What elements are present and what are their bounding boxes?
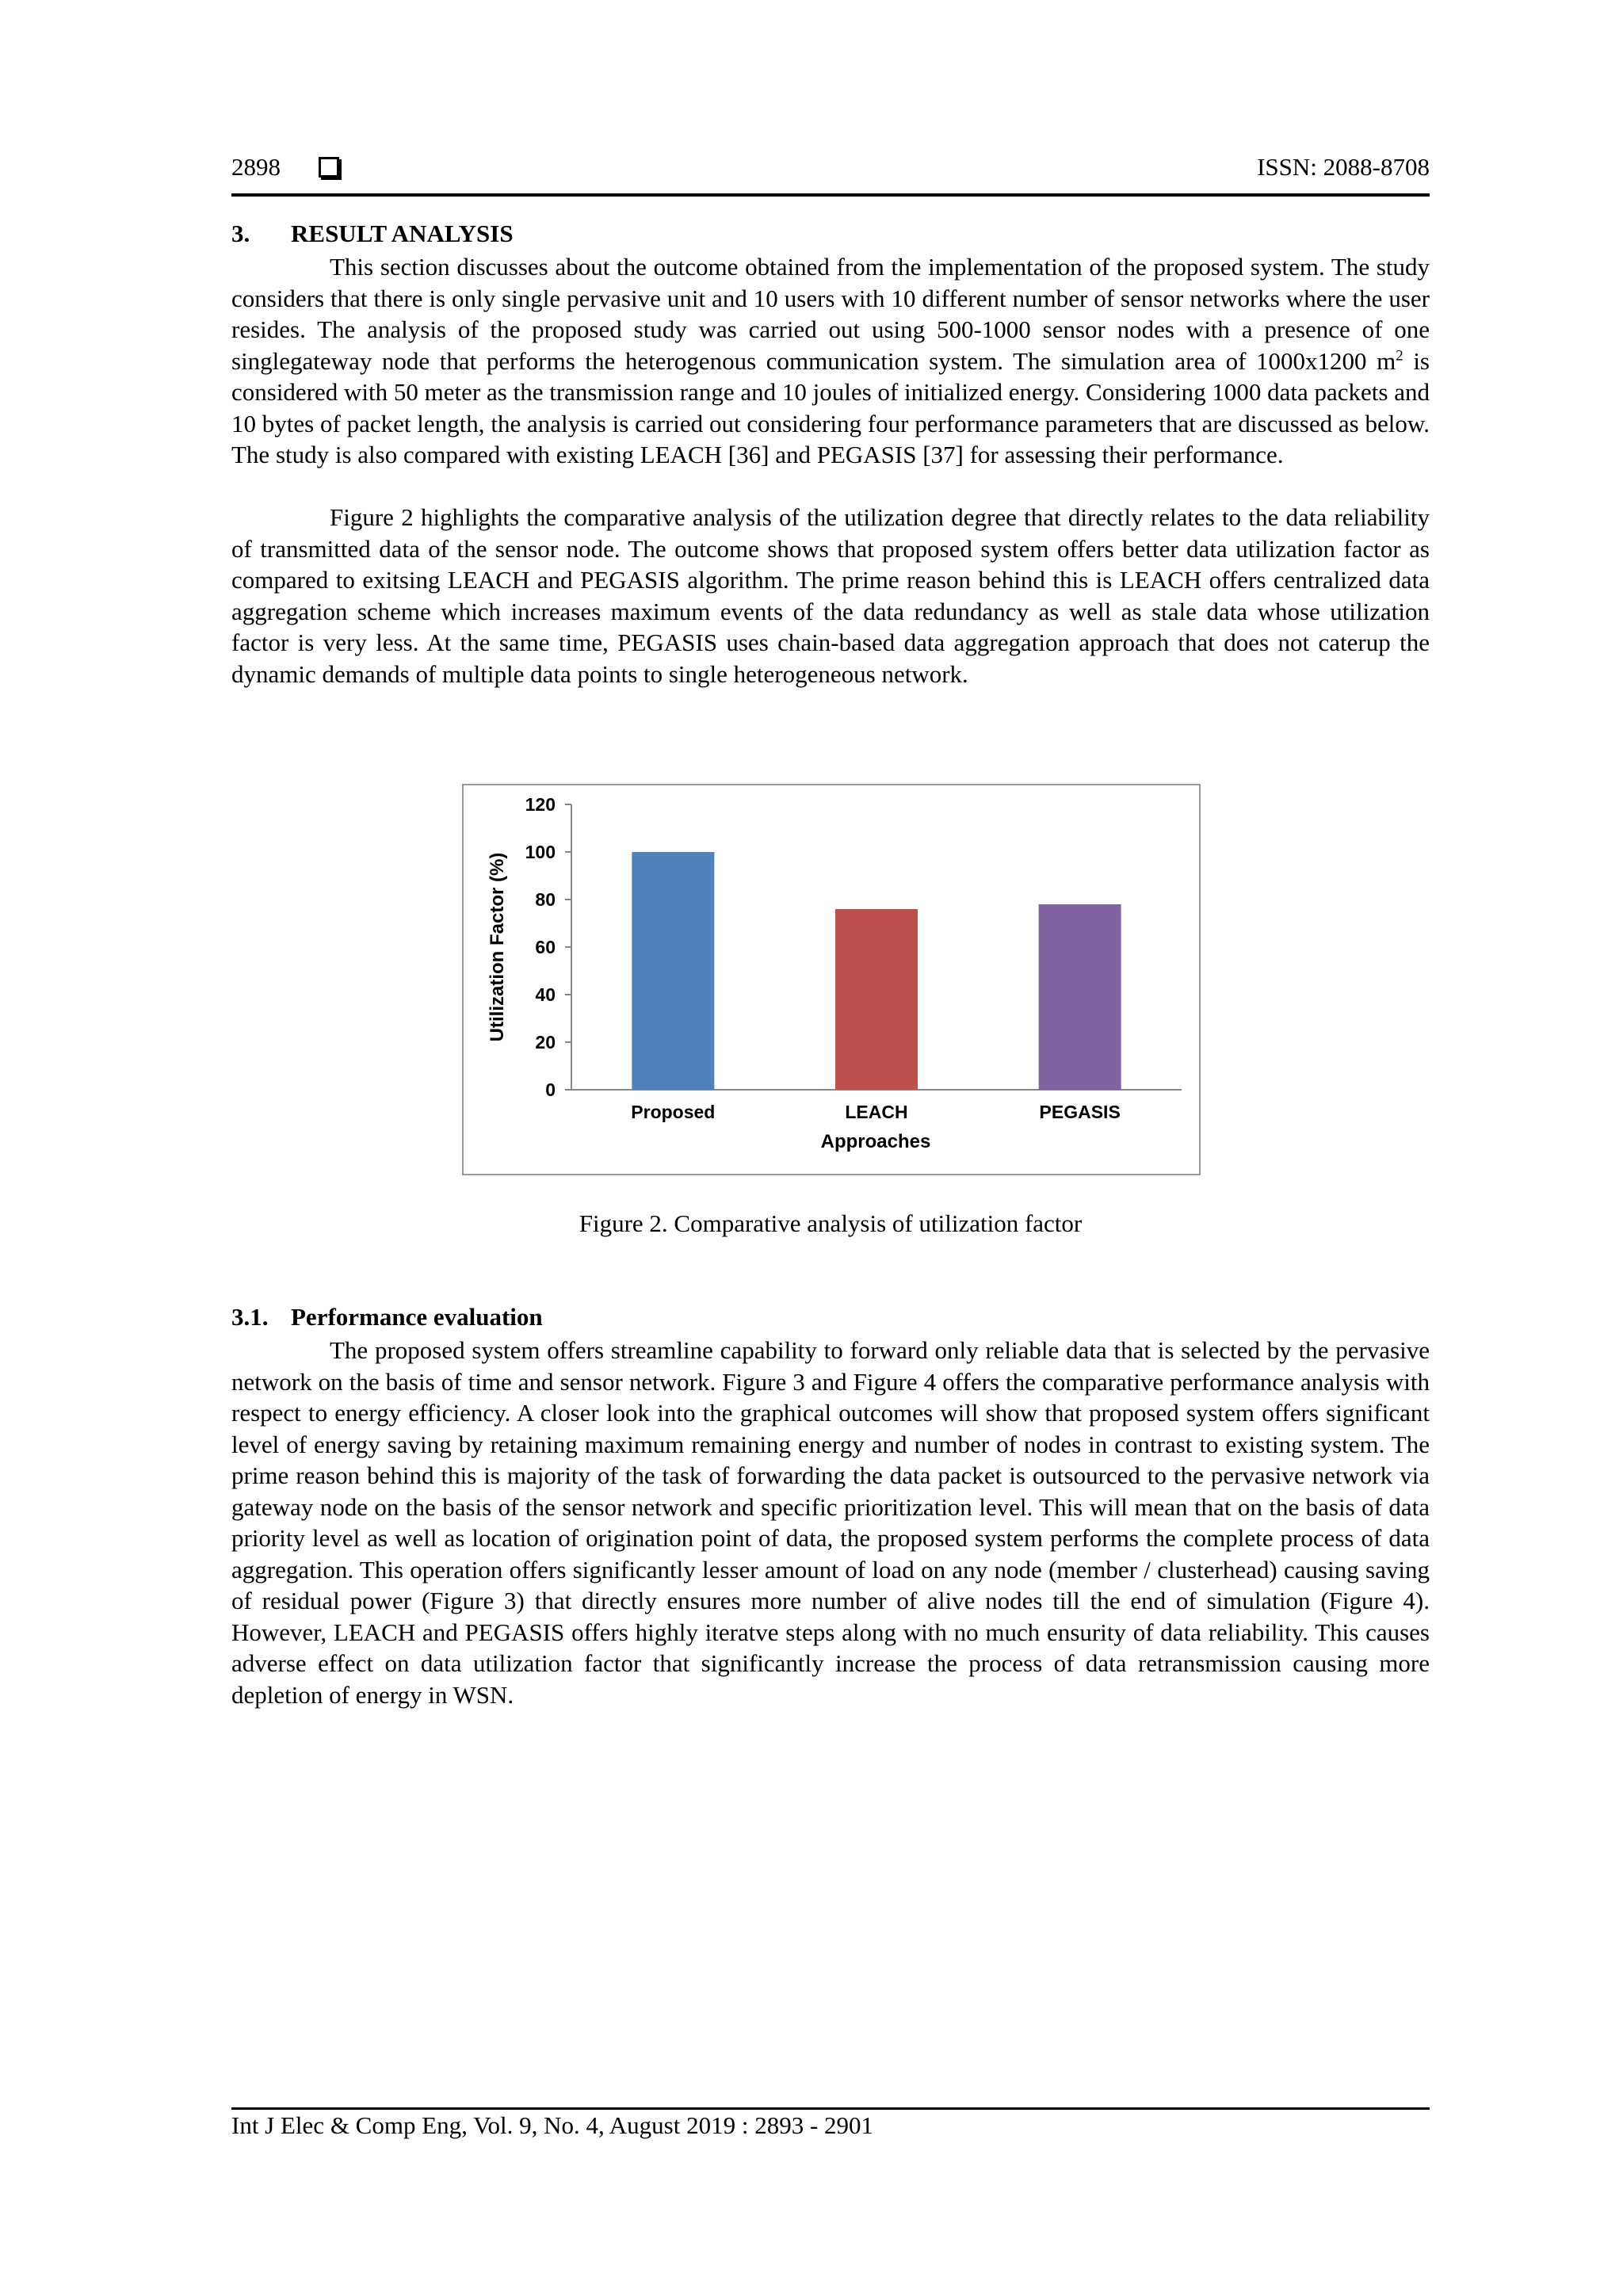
footer-rule — [231, 2107, 1430, 2110]
figure-caption: Figure 2. Comparative analysis of utilization factor — [579, 1209, 1083, 1237]
page-header — [231, 153, 1430, 188]
y-tick-label: 20 — [535, 1032, 556, 1052]
header-rule — [231, 193, 1430, 197]
section-heading — [231, 220, 514, 248]
y-axis-label: Utilization Factor (%) — [487, 852, 508, 1042]
subsection-number: 3.1. — [231, 1303, 269, 1331]
section-paragraph-2: Figure 2 highlights the comparative analysis of the utilization degree that directly relates to the data reliability of transmitted data of the sensor node. The outcome shows that proposed system offers better data utilization factor as compared to exitsing LEACH and PEGASIS algorithm. The prime reason behind this is LEACH offers centralized data aggregation scheme which increases maximum events of the data redundancy as well as stale data whose utilization factor is very less. At the same time, PEGASIS uses chain-based data aggregation approach that does not caterup the dynamic demands of multiple data points to single heterogeneous network. — [231, 503, 1430, 688]
y-tick-label: 0 — [545, 1079, 556, 1100]
x-tick-label: PEGASIS — [1039, 1102, 1121, 1122]
bar-chart — [464, 785, 1199, 1174]
subsection-title: Performance evaluation — [291, 1303, 543, 1331]
footer-citation: Int J Elec & Comp Eng, Vol. 9, No. 4, August 2019 : 2893 - 2901 — [231, 2111, 874, 2139]
y-tick-label: 100 — [525, 842, 556, 862]
x-tick-label: Proposed — [631, 1102, 716, 1122]
subsection-heading — [231, 1303, 543, 1331]
page-number: 2898 — [231, 153, 281, 181]
y-tick-label: 120 — [525, 794, 556, 815]
superscript: 2 — [1396, 347, 1403, 365]
y-tick-label: 80 — [535, 889, 556, 910]
y-tick-label: 60 — [535, 937, 556, 957]
section-number: 3. — [231, 220, 250, 247]
x-tick-label: LEACH — [845, 1102, 908, 1122]
bar-proposed — [632, 852, 714, 1090]
paragraph-text-b: is considered with 50 meter as the transmission range and 10 joules of initialized energy. Considering 1000 data packets and 10 bytes of packet length, the analysis is carried out considering four performance parameters that are discussed as below. The study is also compared with existing LEACH [36] and PEGASIS [37] for assessing their performance. — [231, 346, 1430, 468]
subsection-paragraph: The proposed system offers streamline capability to forward only reliable data that is selected by the pervasive network on the basis of time and sensor network. Figure 3 and Figure 4 offers the comparative performance analysis with respect to energy efficiency. A closer look into the graphical outcomes will show that proposed system offers significant level of energy saving by retaining maximum remaining energy and number of nodes in contrast to existing system. The prime reason behind this is majority of the task of forwarding the data packet is outsourced to the pervasive network via gateway node on the basis of the sensor network and specific prioritization level. This will mean that on the basis of data priority level as well as location of origination point of data, the proposed system performs the complete process of data aggregation. This operation offers significantly lesser amount of load on any node (member / clusterhead) causing saving of residual power (Figure 3) that directly ensures more number of alive nodes till the end of simulation (Figure 4). However, LEACH and PEGASIS offers highly iteratve steps along with no much ensurity of data reliability. This causes adverse effect on data utilization factor that significantly increase the process of data retransmission causing more depletion of energy in WSN. — [231, 1336, 1430, 1709]
bar-leach — [835, 909, 918, 1090]
square-bullet-icon — [319, 157, 339, 178]
section-paragraph-1 — [231, 251, 1430, 471]
figure-chart — [462, 784, 1201, 1175]
header-left — [231, 153, 339, 181]
issn: ISSN: 2088-8708 — [1257, 153, 1430, 181]
x-axis-label: Approaches — [820, 1131, 931, 1152]
paragraph-text-a: This section discusses about the outcome obtained from the implementation of the proposed system. The study considers that there is only single pervasive unit and 10 users with 10 different number of sensor networks where the user resides. The analysis of the proposed study was carried out using 500-1000 sensor nodes with a presence of one singlegateway node that performs the heterogenous communication system. The simulation area of 1000x1200 m — [231, 253, 1430, 375]
y-tick-label: 40 — [535, 984, 556, 1005]
section-title: RESULT ANALYSIS — [291, 220, 514, 247]
bar-pegasis — [1039, 904, 1121, 1090]
